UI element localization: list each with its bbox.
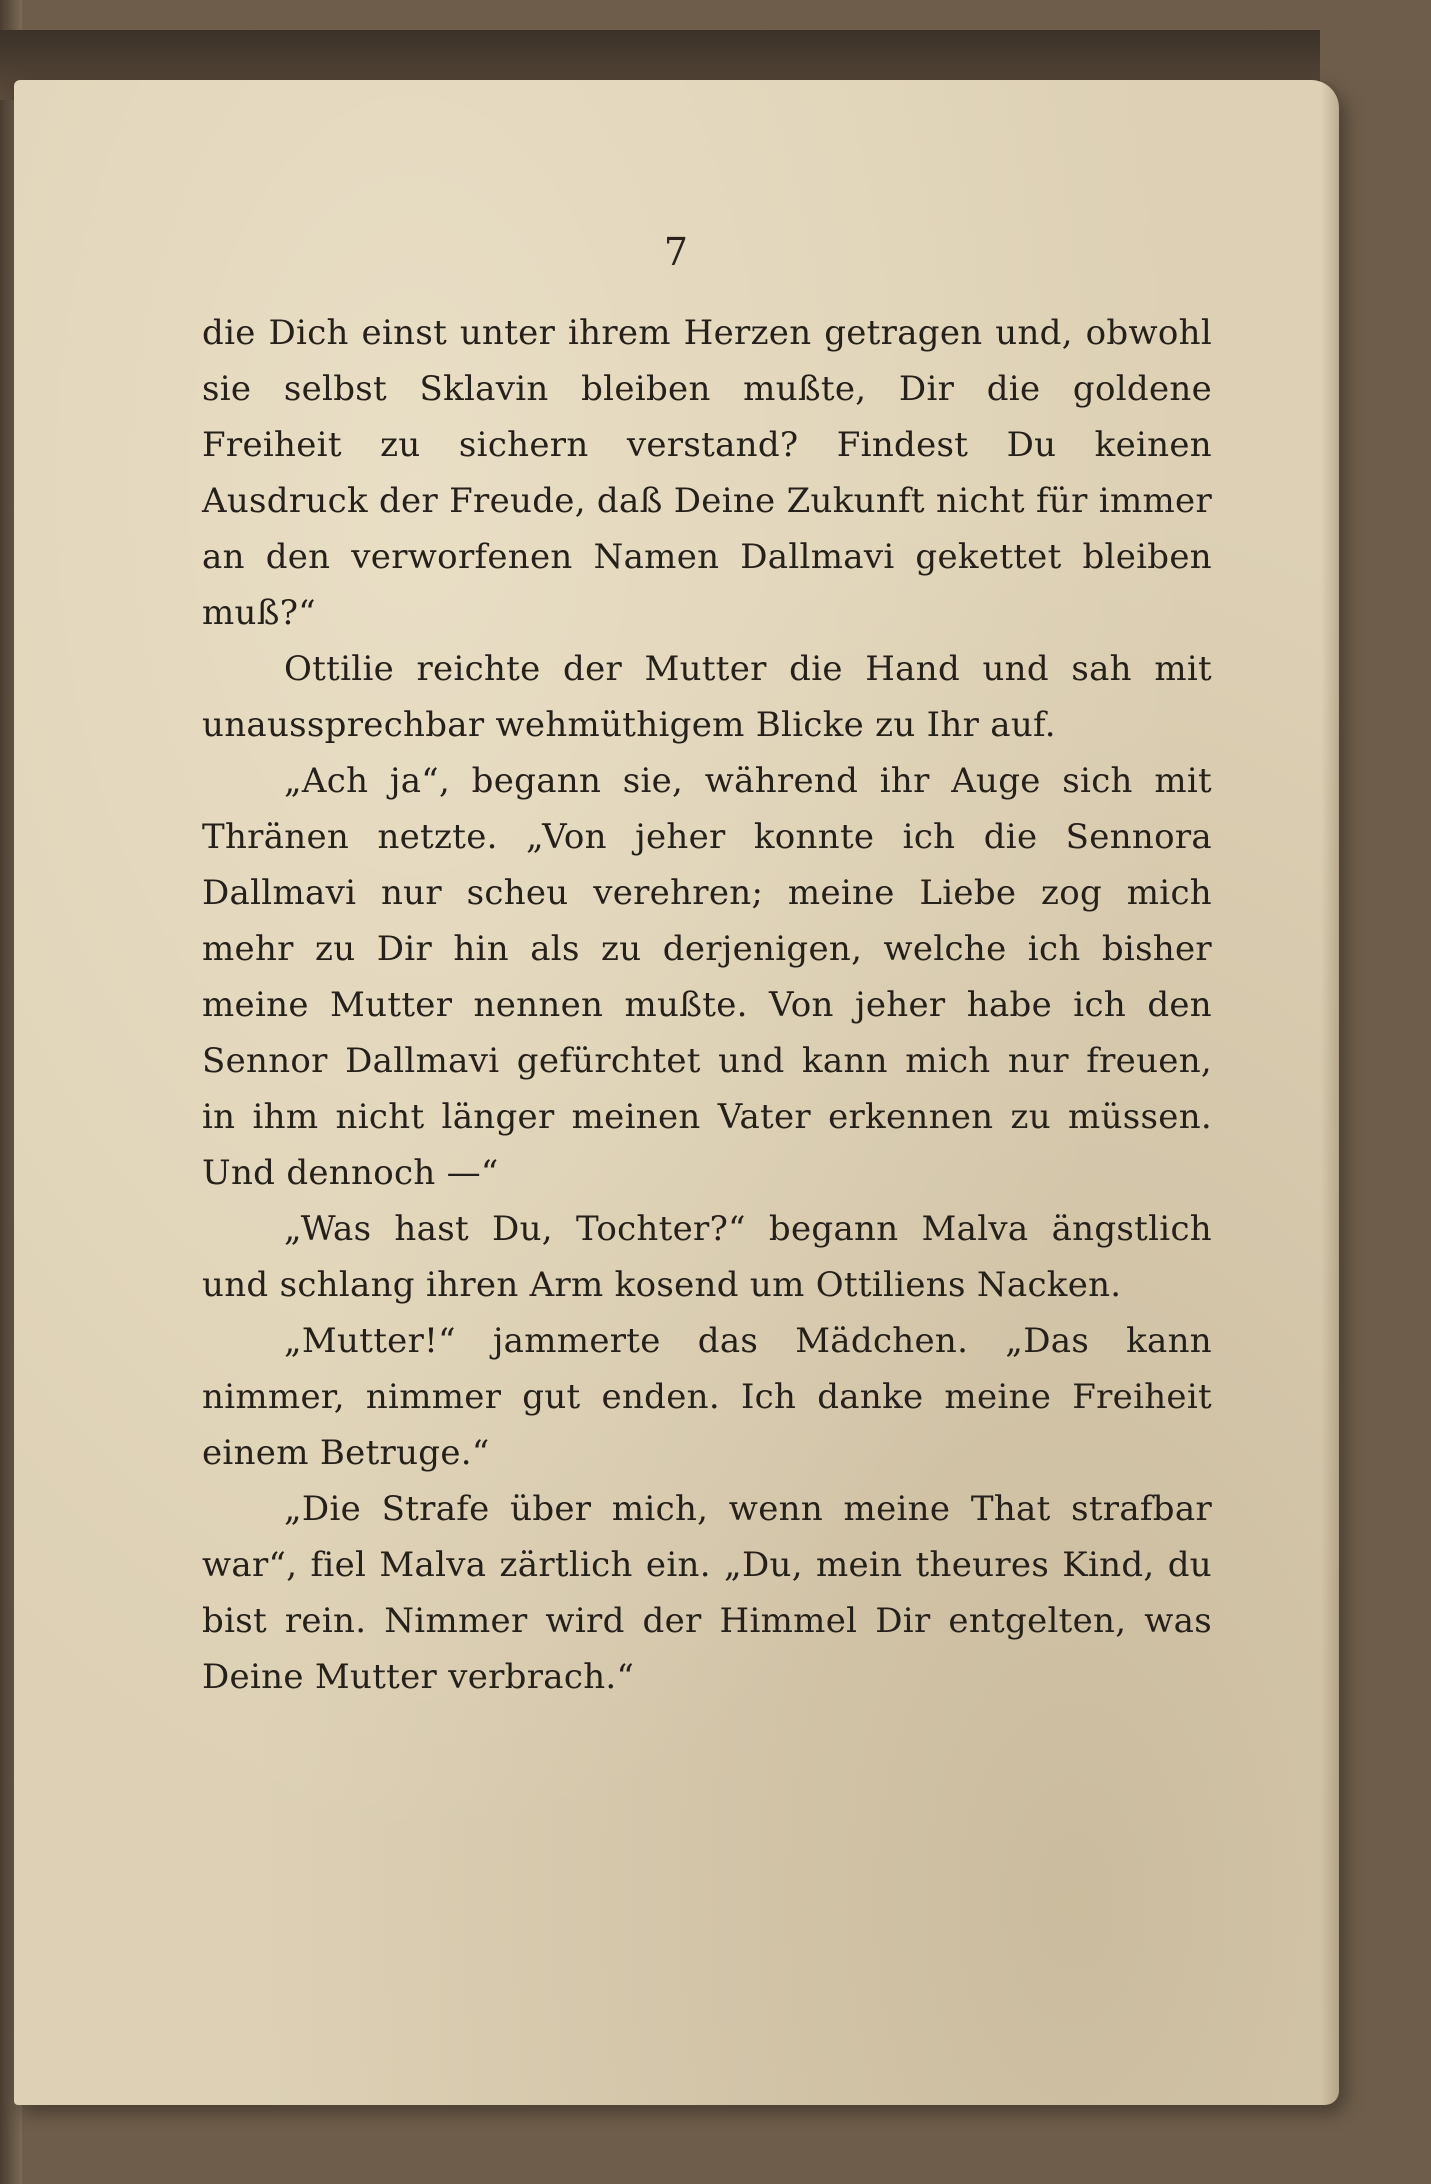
- paragraph: „Mutter!“ jammerte das Mädchen. „Das kann nimmer, nimmer gut enden. Ich danke meine Freiheit einem Betruge.“: [202, 1321, 1212, 1473]
- book-page: [14, 80, 1339, 2105]
- page-text: [202, 305, 1212, 1705]
- paragraph: „Was hast Du, Tochter?“ begann Malva ängstlich und schlang ihren Arm kosend um Ottiliens Nacken.: [202, 1209, 1212, 1305]
- paragraph: „Ach ja“, begann sie, während ihr Auge sich mit Thränen netzte. „Von jeher konnte ich die Sennora Dallmavi nur scheu verehren; meine Liebe zog mich mehr zu Dir hin als zu derjenigen, welche ich bisher meine Mutter nennen mußte. Von jeher habe ich den Sennor Dallmavi gefürchtet und kann mich nur freuen, in ihm nicht länger meinen Vater erkennen zu müssen. Und dennoch —“: [202, 761, 1212, 1193]
- paragraph: Ottilie reichte der Mutter die Hand und sah mit unaussprechbar wehmüthigem Blicke zu Ihr auf.: [202, 649, 1212, 745]
- page-number: 7: [663, 230, 690, 274]
- paragraph: die Dich einst unter ihrem Herzen getragen und, obwohl sie selbst Sklavin bleiben mußte, Dir die goldene Freiheit zu sichern verstand? Findest Du keinen Ausdruck der Freude, daß Deine Zukunft nicht für immer an den verworfenen Namen Dallmavi gekettet bleiben muß?“: [202, 313, 1212, 633]
- paragraph: „Die Strafe über mich, wenn meine That strafbar war“, fiel Malva zärtlich ein. „Du, mein theures Kind, du bist rein. Nimmer wird der Himmel Dir entgelten, was Deine Mutter verbrach.“: [202, 1489, 1212, 1697]
- page-edge-shadow: [1321, 80, 1339, 2105]
